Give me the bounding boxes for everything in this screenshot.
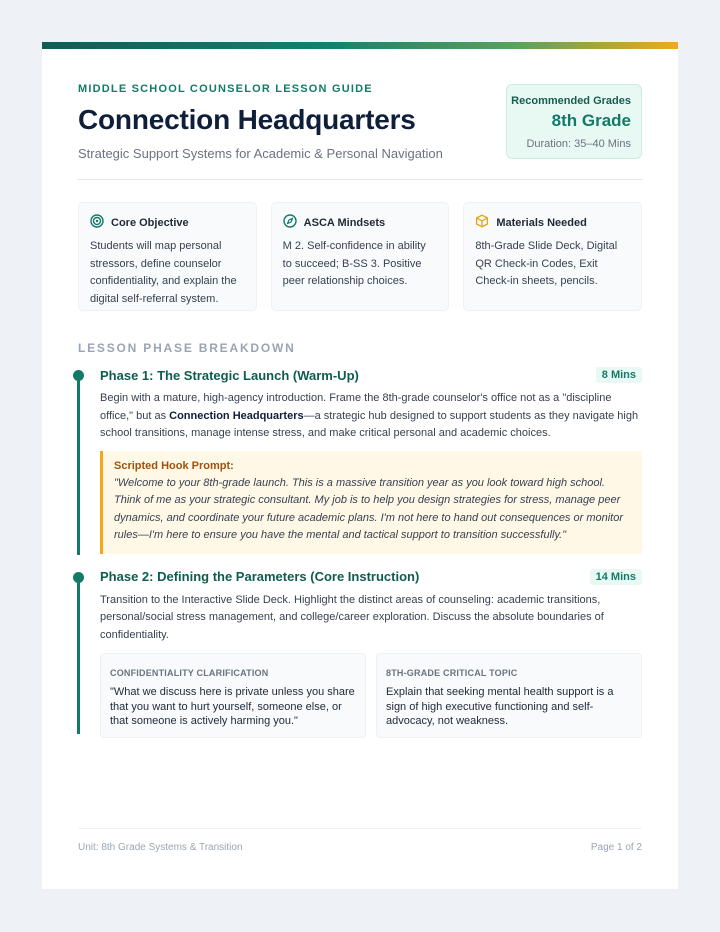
phase-duration-badge: 8 Mins xyxy=(596,367,642,383)
card-body: M 2. Self-confidence in ability to succeed; B-SS 3. Positive peer relationship choices. xyxy=(282,240,426,287)
scripted-hook-callout xyxy=(100,451,642,554)
phase-title: Phase 1: The Strategic Launch (Warm-Up) xyxy=(100,367,359,383)
info-box-text: Explain that seeking mental health support is a sign of high executive functioning and self-advocacy, not weakness. xyxy=(386,686,614,727)
card-body: Students will map personal stressors, define counselor confidentiality, and explain the digital self-referral system. xyxy=(90,240,237,305)
gradient-top-bar xyxy=(42,42,678,49)
card-title: Materials Needed xyxy=(496,216,587,229)
footer-page-number: Page 1 of 2 xyxy=(590,842,642,853)
target-icon xyxy=(90,214,104,231)
critical-topic-box xyxy=(376,653,642,738)
info-box-text: "What we discuss here is private unless you share that you want to hurt yourself, someone else, or that someone is actively harming you." xyxy=(110,686,355,727)
card-title: ASCA Mindsets xyxy=(303,216,386,229)
compass-icon xyxy=(283,214,297,231)
info-box-label: 8TH-GRADE CRITICAL TOPIC xyxy=(386,668,518,678)
phase-1 xyxy=(42,367,678,554)
timeline-dot xyxy=(73,370,84,381)
phase-head xyxy=(100,367,642,383)
card-head xyxy=(90,214,245,231)
phase-description: Transition to the Interactive Slide Deck. Highlight the distinct areas of counseling: academic transitions, personal/social stress management, and college/career exploration. Discuss the absolute boundaries of confidentiality. xyxy=(100,593,604,641)
card-title: Core Objective xyxy=(111,216,189,229)
desc-text: Begin with a mature, high-agency introduction. Frame the 8th-grade counselor's office not as a "discipline office," but as xyxy=(100,392,612,422)
card-asca-mindsets xyxy=(271,202,450,311)
card-head xyxy=(283,214,438,231)
timeline-dot xyxy=(73,572,84,583)
phase-2 xyxy=(42,569,678,739)
grade-box-label: Recommended Grades xyxy=(511,95,631,107)
page-footer xyxy=(78,828,642,853)
card-head xyxy=(475,214,630,231)
summary-cards xyxy=(42,180,678,311)
grade-value: 8th Grade xyxy=(551,111,631,130)
phase-description xyxy=(100,390,642,443)
duration-text: Duration: 35–40 Mins xyxy=(526,138,631,150)
desc-text: —a strategic hub designed to support students as they navigate high school transitions, manage intense stress, and make critical personal and academic choices. xyxy=(100,409,639,439)
page-subtitle: Strategic Support Systems for Academic & Personal Navigation xyxy=(78,146,443,161)
info-box-label: CONFIDENTIALITY CLARIFICATION xyxy=(110,668,269,678)
card-body: 8th-Grade Slide Deck, Digital QR Check-in Codes, Exit Check-in sheets, pencils. xyxy=(475,240,618,287)
card-core-objective xyxy=(78,202,257,311)
page-header xyxy=(42,49,678,179)
box-icon xyxy=(475,214,489,231)
hook-label: Scripted Hook Prompt: xyxy=(114,459,234,472)
phase-title: Phase 2: Defining the Parameters (Core Instruction) xyxy=(100,569,420,584)
info-boxes xyxy=(100,653,642,738)
hook-text: "Welcome to your 8th-grade launch. This is a massive transition year as you look toward high school. Think of me as your strategic consultant. My job is to help you design strategies for stress, manage peer dynamics, and coordinate your future academic plans. I'm not here to hand out consequences or monitor rules—I'm here to ensure you have the mental and tactical support to transition successfully." xyxy=(114,476,624,541)
timeline-rail xyxy=(77,577,80,734)
card-materials-needed xyxy=(463,202,642,311)
page-title: Connection Headquarters xyxy=(78,104,416,135)
timeline-rail xyxy=(77,375,80,555)
eyebrow-label: MIDDLE SCHOOL COUNSELOR LESSON GUIDE xyxy=(78,83,373,95)
desc-emphasis: Connection Headquarters xyxy=(169,409,304,422)
lesson-page xyxy=(42,42,678,889)
footer-unit: Unit: 8th Grade Systems & Transition xyxy=(78,842,243,853)
section-title: LESSON PHASE BREAKDOWN xyxy=(78,341,296,355)
phase-head xyxy=(100,569,642,585)
phase-duration-badge: 14 Mins xyxy=(590,569,642,585)
grade-box xyxy=(506,84,642,159)
confidentiality-box xyxy=(100,653,366,738)
